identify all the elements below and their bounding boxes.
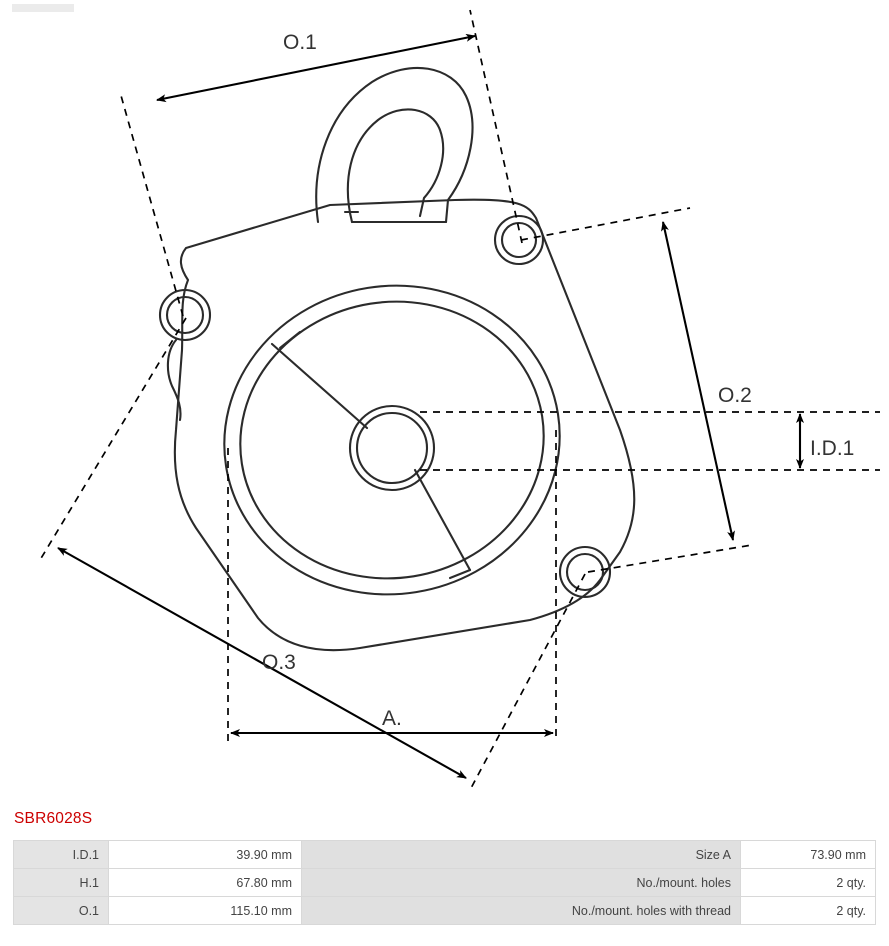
mount-hole-upper-left <box>160 290 210 340</box>
table-row <box>14 841 876 869</box>
dimension-label-o1: O.1 <box>283 31 317 54</box>
dimension-label-id1: I.D.1 <box>810 437 855 460</box>
table-row <box>14 869 876 897</box>
table-row <box>14 897 876 925</box>
spec-label: H.1 <box>14 869 109 897</box>
mount-hole-lower-right <box>560 547 610 597</box>
specification-table <box>13 840 876 925</box>
extension-lines <box>40 10 880 790</box>
mount-hole-upper-right <box>495 216 543 264</box>
spec-label: O.1 <box>14 897 109 925</box>
cover-body-outline <box>168 200 634 650</box>
spec-label: I.D.1 <box>14 841 109 869</box>
top-bracket-loop <box>316 68 472 222</box>
spec-value: 67.80 mm <box>109 869 302 897</box>
spec-value: 73.90 mm <box>741 841 876 869</box>
dimension-label-o2: O.2 <box>718 384 752 407</box>
radial-ribs <box>272 332 470 578</box>
spec-label: No./mount. holes with thread <box>302 897 741 925</box>
spec-value: 39.90 mm <box>109 841 302 869</box>
spec-label: No./mount. holes <box>302 869 741 897</box>
center-bore-circles <box>202 262 582 619</box>
spec-value: 2 qty. <box>741 869 876 897</box>
dimension-label-o3: O.3 <box>262 651 296 674</box>
spec-value: 115.10 mm <box>109 897 302 925</box>
dimension-arrows <box>58 36 800 778</box>
spec-label: Size A <box>302 841 741 869</box>
spec-value: 2 qty. <box>741 897 876 925</box>
dimension-label-a: A. <box>382 707 402 730</box>
part-code: SBR6028S <box>14 810 93 827</box>
